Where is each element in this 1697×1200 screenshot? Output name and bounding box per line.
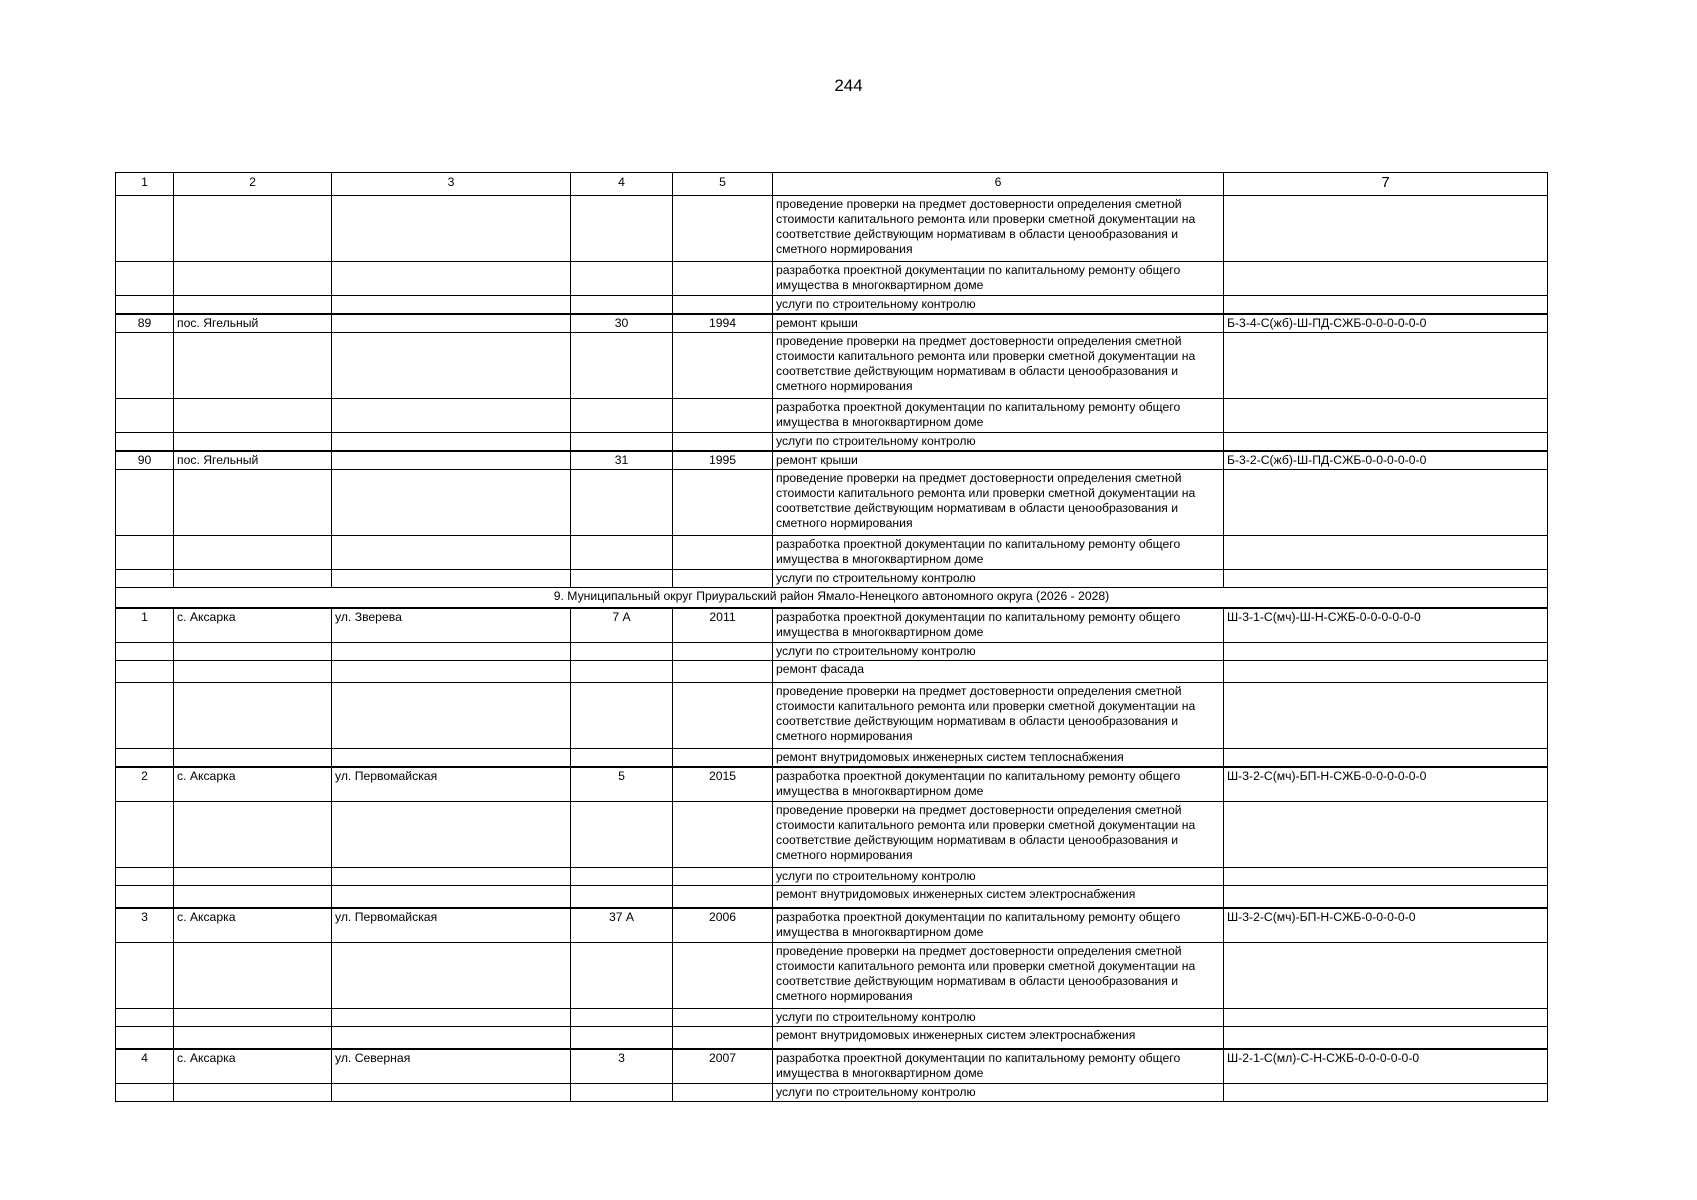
cell-house-number (571, 868, 673, 886)
cell-street (332, 196, 571, 262)
cell-street (332, 643, 571, 661)
cell-code (1224, 643, 1548, 661)
cell-year (673, 536, 773, 570)
cell-year: 2011 (673, 608, 773, 643)
cell-street (332, 333, 571, 399)
cell-street (332, 536, 571, 570)
cell-street: ул. Северная (332, 1049, 571, 1084)
work-row (116, 1009, 1548, 1027)
cell-year (673, 1027, 773, 1050)
cell-code (1224, 661, 1548, 683)
work-row (116, 196, 1548, 262)
cell-house-number (571, 802, 673, 868)
house-row (116, 908, 1548, 943)
cell-settlement: с. Аксарка (174, 608, 332, 643)
work-row (116, 661, 1548, 683)
cell-house-number (571, 943, 673, 1009)
cell-street (332, 433, 571, 452)
cell-year (673, 661, 773, 683)
cell-year (673, 868, 773, 886)
cell-code (1224, 802, 1548, 868)
cell-street (332, 470, 571, 536)
cell-year: 2006 (673, 908, 773, 943)
cell-code: Б-3-4-С(жб)-Ш-ПД-СЖБ-0-0-0-0-0-0 (1224, 314, 1548, 333)
cell-settlement: с. Аксарка (174, 908, 332, 943)
cell-settlement (174, 196, 332, 262)
cell-settlement (174, 296, 332, 315)
cell-year (673, 399, 773, 433)
cell-year (673, 802, 773, 868)
cell-number (116, 570, 174, 588)
cell-code (1224, 683, 1548, 749)
cell-settlement: пос. Ягельный (174, 451, 332, 470)
cell-work-type: разработка проектной документации по капитальному ремонту общего имущества в многоквартирном доме (773, 608, 1224, 643)
work-row (116, 943, 1548, 1009)
cell-code (1224, 470, 1548, 536)
cell-street (332, 1084, 571, 1102)
cell-street: ул. Зверева (332, 608, 571, 643)
cell-work-type: услуги по строительному контролю (773, 1084, 1224, 1102)
work-row (116, 1027, 1548, 1050)
cell-house-number (571, 570, 673, 588)
cell-year (673, 749, 773, 768)
cell-code (1224, 399, 1548, 433)
cell-house-number (571, 333, 673, 399)
column-header: 2 (174, 173, 332, 196)
cell-number: 89 (116, 314, 174, 333)
cell-number (116, 433, 174, 452)
cell-work-type: разработка проектной документации по капитальному ремонту общего имущества в многоквартирном доме (773, 399, 1224, 433)
cell-code (1224, 262, 1548, 296)
column-header: 4 (571, 173, 673, 196)
cell-number (116, 333, 174, 399)
cell-number (116, 296, 174, 315)
cell-code (1224, 570, 1548, 588)
cell-number (116, 943, 174, 1009)
work-row (116, 333, 1548, 399)
cell-work-type: проведение проверки на предмет достоверности определения сметной стоимости капитального ремонта или проверки сметной документации на соответствие действующим нормативам в области ценообразования и сметного нормирования (773, 333, 1224, 399)
cell-number (116, 643, 174, 661)
column-header: 3 (332, 173, 571, 196)
cell-work-type: услуги по строительному контролю (773, 1009, 1224, 1027)
cell-year (673, 196, 773, 262)
cell-house-number (571, 661, 673, 683)
cell-code: Ш-3-2-С(мч)-БП-Н-СЖБ-0-0-0-0-0 (1224, 908, 1548, 943)
cell-code (1224, 536, 1548, 570)
cell-house-number (571, 296, 673, 315)
work-row (116, 399, 1548, 433)
cell-settlement (174, 868, 332, 886)
cell-year (673, 470, 773, 536)
cell-house-number: 7 А (571, 608, 673, 643)
cell-number (116, 399, 174, 433)
cell-work-type: проведение проверки на предмет достоверности определения сметной стоимости капитального ремонта или проверки сметной документации на соответствие действующим нормативам в области ценообразования и сметного нормирования (773, 196, 1224, 262)
cell-year (673, 1084, 773, 1102)
cell-street (332, 661, 571, 683)
cell-number (116, 470, 174, 536)
work-row (116, 470, 1548, 536)
cell-number (116, 886, 174, 909)
cell-number: 1 (116, 608, 174, 643)
cell-work-type: разработка проектной документации по капитальному ремонту общего имущества в многоквартирном доме (773, 767, 1224, 802)
cell-work-type: разработка проектной документации по капитальному ремонту общего имущества в многоквартирном доме (773, 536, 1224, 570)
cell-street (332, 868, 571, 886)
cell-house-number (571, 196, 673, 262)
cell-settlement: с. Аксарка (174, 1049, 332, 1084)
cell-house-number (571, 683, 673, 749)
cell-number (116, 749, 174, 768)
cell-house-number (571, 1009, 673, 1027)
column-header: 5 (673, 173, 773, 196)
cell-house-number: 30 (571, 314, 673, 333)
section-row (116, 588, 1548, 609)
cell-code: Б-3-2-С(жб)-Ш-ПД-СЖБ-0-0-0-0-0-0 (1224, 451, 1548, 470)
cell-work-type: ремонт крыши (773, 451, 1224, 470)
house-row (116, 1049, 1548, 1084)
column-number-row (116, 173, 1548, 196)
page-number: 244 (834, 76, 863, 95)
cell-house-number (571, 399, 673, 433)
cell-number (116, 868, 174, 886)
cell-work-type: услуги по строительному контролю (773, 643, 1224, 661)
cell-work-type: ремонт внутридомовых инженерных систем электроснабжения (773, 1027, 1224, 1050)
cell-code: Ш-2-1-С(мл)-С-Н-СЖБ-0-0-0-0-0-0 (1224, 1049, 1548, 1084)
cell-work-type: услуги по строительному контролю (773, 296, 1224, 315)
work-row (116, 683, 1548, 749)
work-row (116, 536, 1548, 570)
cell-code (1224, 1084, 1548, 1102)
cell-settlement (174, 399, 332, 433)
cell-work-type: ремонт крыши (773, 314, 1224, 333)
cell-house-number (571, 433, 673, 452)
cell-code (1224, 1009, 1548, 1027)
cell-year (673, 943, 773, 1009)
cell-number (116, 1009, 174, 1027)
cell-work-type: разработка проектной документации по капитальному ремонту общего имущества в многоквартирном доме (773, 908, 1224, 943)
cell-street (332, 749, 571, 768)
cell-number (116, 661, 174, 683)
house-row (116, 314, 1548, 333)
cell-settlement (174, 661, 332, 683)
cell-street (332, 399, 571, 433)
cell-work-type: разработка проектной документации по капитальному ремонту общего имущества в многоквартирном доме (773, 262, 1224, 296)
work-row (116, 570, 1548, 588)
cell-code (1224, 886, 1548, 909)
cell-work-type: услуги по строительному контролю (773, 868, 1224, 886)
cell-street (332, 943, 571, 1009)
column-header: 7 (1224, 173, 1548, 196)
cell-work-type: услуги по строительному контролю (773, 433, 1224, 452)
cell-year: 1994 (673, 314, 773, 333)
column-header: 6 (773, 173, 1224, 196)
cell-settlement (174, 683, 332, 749)
cell-settlement (174, 643, 332, 661)
cell-work-type: ремонт внутридомовых инженерных систем теплоснабжения (773, 749, 1224, 768)
table-body (116, 196, 1548, 1102)
cell-year (673, 333, 773, 399)
cell-settlement (174, 470, 332, 536)
cell-house-number: 3 (571, 1049, 673, 1084)
cell-house-number (571, 1027, 673, 1050)
cell-code: Ш-3-1-С(мч)-Ш-Н-СЖБ-0-0-0-0-0-0 (1224, 608, 1548, 643)
cell-number (116, 683, 174, 749)
cell-house-number (571, 1084, 673, 1102)
cell-number (116, 536, 174, 570)
cell-settlement (174, 433, 332, 452)
capital-repair-table (115, 172, 1548, 1102)
cell-work-type: проведение проверки на предмет достоверности определения сметной стоимости капитального ремонта или проверки сметной документации на соответствие действующим нормативам в области ценообразования и сметного нормирования (773, 683, 1224, 749)
house-row (116, 451, 1548, 470)
cell-street (332, 886, 571, 909)
cell-code (1224, 433, 1548, 452)
cell-house-number (571, 536, 673, 570)
cell-year: 1995 (673, 451, 773, 470)
cell-year (673, 570, 773, 588)
cell-settlement (174, 262, 332, 296)
cell-settlement (174, 943, 332, 1009)
cell-house-number: 37 А (571, 908, 673, 943)
cell-code (1224, 1027, 1548, 1050)
work-row (116, 433, 1548, 452)
column-header: 1 (116, 173, 174, 196)
cell-number (116, 1027, 174, 1050)
cell-year (673, 262, 773, 296)
cell-code (1224, 196, 1548, 262)
cell-street (332, 262, 571, 296)
cell-settlement: пос. Ягельный (174, 314, 332, 333)
cell-number (116, 262, 174, 296)
house-row (116, 608, 1548, 643)
cell-code (1224, 943, 1548, 1009)
cell-house-number: 31 (571, 451, 673, 470)
cell-year: 2007 (673, 1049, 773, 1084)
house-row (116, 767, 1548, 802)
cell-code (1224, 749, 1548, 768)
cell-street (332, 314, 571, 333)
cell-work-type: проведение проверки на предмет достоверности определения сметной стоимости капитального ремонта или проверки сметной документации на соответствие действующим нормативам в области ценообразования и сметного нормирования (773, 943, 1224, 1009)
work-row (116, 749, 1548, 768)
cell-settlement (174, 749, 332, 768)
cell-settlement (174, 333, 332, 399)
cell-number: 3 (116, 908, 174, 943)
cell-settlement (174, 1009, 332, 1027)
cell-work-type: услуги по строительному контролю (773, 570, 1224, 588)
cell-year (673, 296, 773, 315)
cell-street (332, 1009, 571, 1027)
cell-street (332, 802, 571, 868)
cell-year (673, 433, 773, 452)
cell-street (332, 451, 571, 470)
cell-code (1224, 868, 1548, 886)
cell-house-number (571, 886, 673, 909)
cell-number (116, 196, 174, 262)
cell-code (1224, 296, 1548, 315)
cell-street: ул. Первомайская (332, 908, 571, 943)
cell-street (332, 1027, 571, 1050)
work-row (116, 868, 1548, 886)
cell-settlement (174, 802, 332, 868)
cell-street: ул. Первомайская (332, 767, 571, 802)
cell-year: 2015 (673, 767, 773, 802)
cell-work-type: ремонт внутридомовых инженерных систем электроснабжения (773, 886, 1224, 909)
cell-number: 90 (116, 451, 174, 470)
section-title: 9. Муниципальный округ Приуральский район Ямало-Ненецкого автономного округа (2026 - 2028) (116, 588, 1548, 609)
cell-house-number (571, 262, 673, 296)
cell-house-number: 5 (571, 767, 673, 802)
cell-street (332, 683, 571, 749)
work-row (116, 643, 1548, 661)
cell-work-type: проведение проверки на предмет достоверности определения сметной стоимости капитального ремонта или проверки сметной документации на соответствие действующим нормативам в области ценообразования и сметного нормирования (773, 802, 1224, 868)
cell-street (332, 570, 571, 588)
cell-settlement (174, 1027, 332, 1050)
cell-work-type: ремонт фасада (773, 661, 1224, 683)
work-row (116, 886, 1548, 909)
cell-year (673, 886, 773, 909)
cell-settlement (174, 886, 332, 909)
cell-work-type: разработка проектной документации по капитальному ремонту общего имущества в многоквартирном доме (773, 1049, 1224, 1084)
work-row (116, 1084, 1548, 1102)
cell-number (116, 1084, 174, 1102)
work-row (116, 802, 1548, 868)
cell-number: 2 (116, 767, 174, 802)
cell-house-number (571, 749, 673, 768)
cell-settlement (174, 536, 332, 570)
cell-settlement (174, 570, 332, 588)
cell-year (673, 683, 773, 749)
cell-number (116, 802, 174, 868)
cell-house-number (571, 470, 673, 536)
cell-street (332, 296, 571, 315)
cell-year (673, 643, 773, 661)
cell-code: Ш-3-2-С(мч)-БП-Н-СЖБ-0-0-0-0-0-0 (1224, 767, 1548, 802)
cell-code (1224, 333, 1548, 399)
work-row (116, 262, 1548, 296)
cell-work-type: проведение проверки на предмет достоверности определения сметной стоимости капитального ремонта или проверки сметной документации на соответствие действующим нормативам в области ценообразования и сметного нормирования (773, 470, 1224, 536)
cell-house-number (571, 643, 673, 661)
cell-number: 4 (116, 1049, 174, 1084)
cell-year (673, 1009, 773, 1027)
cell-settlement (174, 1084, 332, 1102)
work-row (116, 296, 1548, 315)
cell-settlement: с. Аксарка (174, 767, 332, 802)
